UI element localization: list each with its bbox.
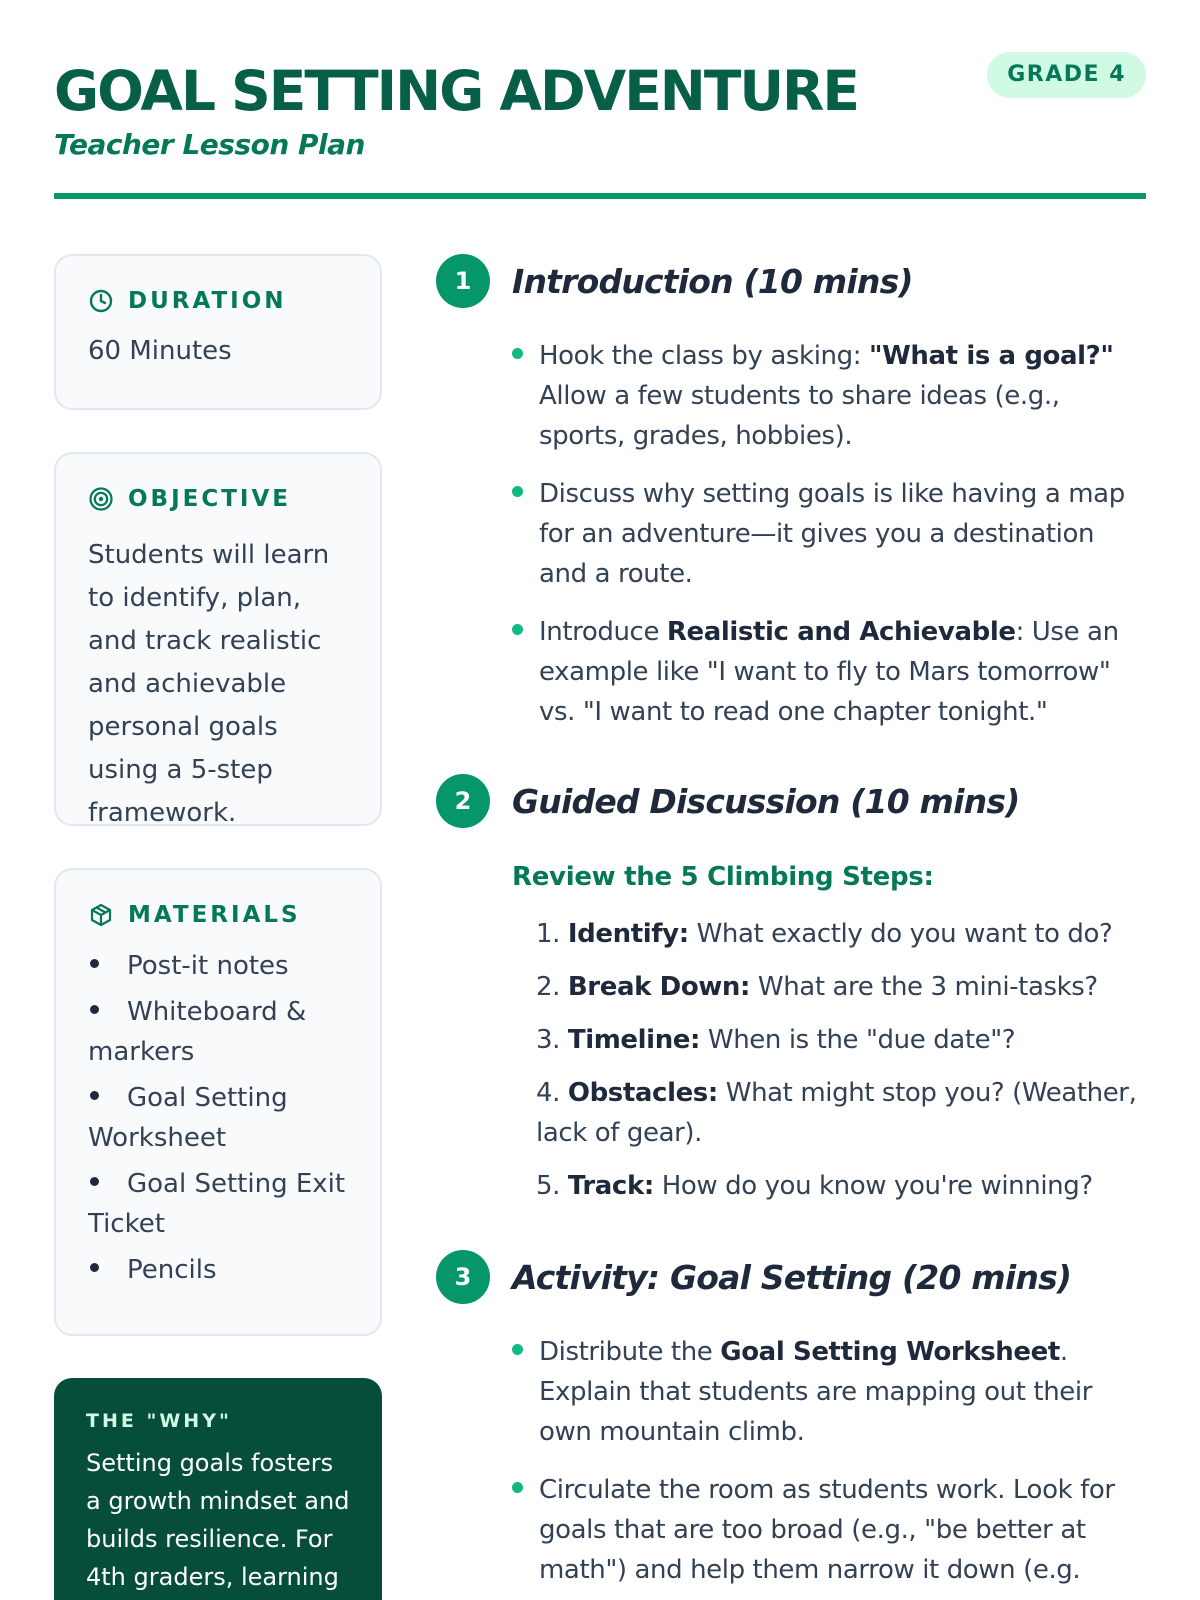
list-item: Goal Setting Worksheet <box>88 1083 288 1153</box>
list-item: Whiteboard & markers <box>88 997 307 1067</box>
sidebar <box>54 254 382 1600</box>
steps-list <box>536 914 1146 1206</box>
list-item: 3. Timeline: When is the "due date"? <box>536 1025 1016 1055</box>
list-item: 1. Identify: What exactly do you want to do? <box>536 919 1113 949</box>
why-label: THE "WHY" <box>86 1410 232 1432</box>
section-title: Activity: Goal Setting (20 mins) <box>512 1257 1072 1297</box>
objective-card <box>54 452 382 826</box>
section-header <box>436 254 1146 308</box>
section-title: Introduction (10 mins) <box>512 261 913 301</box>
list-item: 4. Obstacles: What might stop you? (Weather, lack of gear). <box>536 1078 1137 1148</box>
objective-header <box>88 486 348 512</box>
list-item: Goal Setting Exit Ticket <box>88 1169 346 1239</box>
list-item: 2. Break Down: What are the 3 mini-tasks? <box>536 972 1098 1002</box>
list-item: Introduce Realistic and Achievable: Use an example like "I want to fly to Mars tomorrow" vs. "I want to read one chapter tonight." <box>512 612 1146 732</box>
section-header <box>436 1250 1146 1304</box>
materials-list <box>88 946 348 1290</box>
clock-icon <box>88 288 114 314</box>
why-text: Setting goals fosters a growth mindset and builds resilience. For 4th graders, learning <box>86 1449 350 1591</box>
bullet-list <box>512 1332 1146 1590</box>
list-item: Distribute the Goal Setting Worksheet. Explain that students are mapping out their own mountain climb. <box>512 1332 1146 1452</box>
step-number-badge: 2 <box>436 774 490 828</box>
why-card <box>54 1378 382 1600</box>
objective-label: OBJECTIVE <box>128 486 291 512</box>
page-title: GOAL SETTING ADVENTURE <box>54 59 858 123</box>
section-title: Guided Discussion (10 mins) <box>512 781 1020 821</box>
objective-text: Students will learn to identify, plan, and track realistic and achievable personal goals using a 5-step framework. <box>88 540 330 828</box>
list-item: 5. Track: How do you know you're winning? <box>536 1171 1093 1201</box>
list-item: Post-it notes <box>88 946 348 986</box>
main-content <box>436 254 1146 1600</box>
duration-header <box>88 288 348 314</box>
page-subtitle: Teacher Lesson Plan <box>54 128 365 161</box>
duration-value: 60 Minutes <box>88 336 232 366</box>
section-guided-discussion <box>436 774 1146 1206</box>
materials-card <box>54 868 382 1336</box>
step-number-badge: 1 <box>436 254 490 308</box>
box-icon <box>88 902 114 928</box>
list-item: Discuss why setting goals is like having a map for an adventure—it gives you a destination and a route. <box>512 474 1146 594</box>
grade-badge: GRADE 4 <box>987 52 1146 98</box>
header-divider <box>54 193 1146 199</box>
section-header <box>436 774 1146 828</box>
section-subheading: Review the 5 Climbing Steps: <box>512 862 934 892</box>
section-activity <box>436 1250 1146 1590</box>
list-item: Hook the class by asking: "What is a goal?" Allow a few students to share ideas (e.g., sports, grades, hobbies). <box>512 336 1146 456</box>
duration-label: DURATION <box>128 288 287 314</box>
materials-header <box>88 902 348 928</box>
section-introduction <box>436 254 1146 732</box>
step-number-badge: 3 <box>436 1250 490 1304</box>
target-icon <box>88 486 114 512</box>
duration-card <box>54 254 382 410</box>
list-item: Circulate the room as students work. Look for goals that are too broad (e.g., "be better at math") and help them narrow it down (e.g. <box>512 1470 1146 1590</box>
header <box>54 55 1146 163</box>
bullet-list <box>512 336 1146 732</box>
materials-label: MATERIALS <box>128 902 301 928</box>
list-item: Pencils <box>88 1250 348 1290</box>
